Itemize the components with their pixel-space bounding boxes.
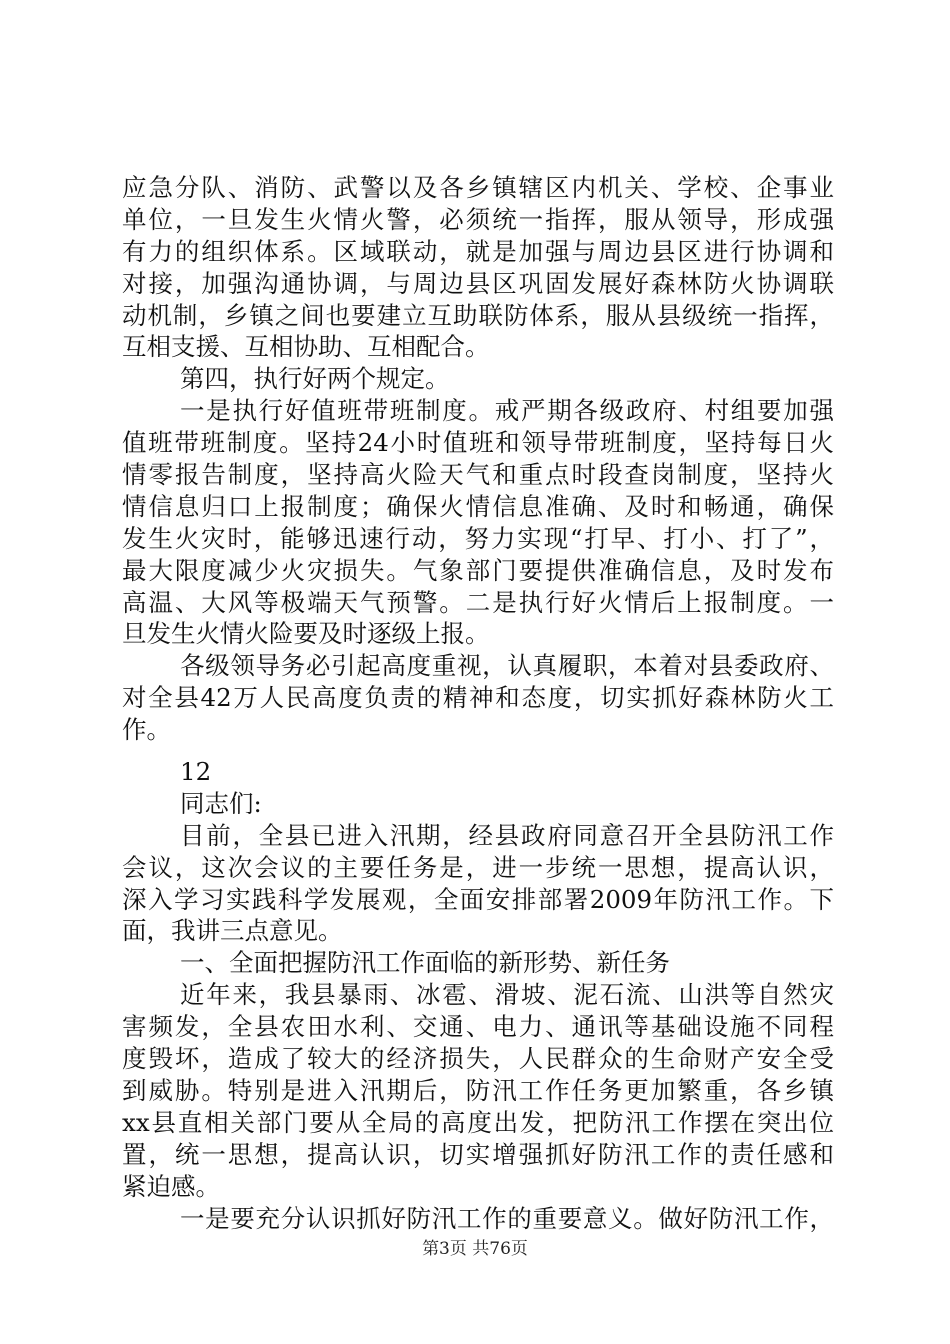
text-line: 各级领导务必引起高度重视，认真履职，本着对县委政府、 [180, 651, 834, 681]
text-line: 度毁坏，造成了较大的经济损失，人民群众的生命财产安全受 [122, 1044, 834, 1074]
text-line: 高温、大风等极端天气预警。二是执行好火情后上报制度。一 [122, 587, 834, 617]
text-line: 深入学习实践科学发展观，全面安排部署2009年防汛工作。下 [122, 884, 834, 914]
text-line: 置，统一思想，提高认识，切实增强抓好防汛工作的责任感和 [122, 1139, 834, 1169]
page-footer: 第3页 共76页 [422, 1239, 528, 1259]
document-body [122, 172, 834, 1234]
text-line: 最大限度减少火灾损失。气象部门要提供准确信息，及时发布 [122, 555, 834, 585]
text-line: 单位，一旦发生火情火警，必须统一指挥，服从领导，形成强 [122, 204, 834, 234]
text-line: 情零报告制度，坚持高火险天气和重点时段查岗制度，坚持火 [122, 460, 834, 490]
paragraph-heading: 第四，执行好两个规定。 [180, 364, 450, 394]
text-line: 作。 [122, 715, 171, 745]
text-line: 发生火灾时，能够迅速行动，努力实现“打早、打小、打了”， [122, 523, 834, 553]
text-line: 值班带班制度。坚持24小时值班和领导带班制度，坚持每日火 [122, 428, 834, 458]
text-line: 近年来，我县暴雨、冰雹、滑坡、泥石流、山洪等自然灾 [180, 980, 834, 1010]
section-heading: 一、全面把握防汛工作面临的新形势、新任务 [180, 948, 670, 978]
text-line: 对全县42万人民高度负责的精神和态度，切实抓好森林防火工 [122, 683, 834, 713]
text-line: 对接，加强沟通协调，与周边县区巩固发展好森林防火协调联 [122, 268, 834, 298]
text-line: 旦发生火情火险要及时逐级上报。 [122, 619, 490, 649]
text-line: 一是执行好值班带班制度。戒严期各级政府、村组要加强 [180, 396, 834, 426]
text-line: 一是要充分认识抓好防汛工作的重要意义。做好防汛工作， [180, 1203, 834, 1233]
text-line: 应急分队、消防、武警以及各乡镇辖区内机关、学校、企事业 [122, 173, 834, 202]
text-line: 紧迫感。 [122, 1171, 220, 1201]
text-line: xx县直相关部门要从全局的高度出发，把防汛工作摆在突出位 [122, 1107, 834, 1137]
text-line: 会议，这次会议的主要任务是，进一步统一思想，提高认识， [122, 852, 834, 882]
text-line: 有力的组织体系。区域联动，就是加强与周边县区进行协调和 [122, 236, 834, 266]
text-line: 情信息归口上报制度；确保火情信息准确、及时和畅通，确保 [122, 491, 834, 521]
section-number: 12 [180, 757, 212, 787]
salutation: 同志们: [180, 788, 262, 818]
text-line: 害频发，全县农田水利、交通、电力、通讯等基础设施不同程 [122, 1012, 834, 1042]
text-line: 动机制，乡镇之间也要建立互助联防体系，服从县级统一指挥， [122, 300, 834, 330]
text-line: 到威胁。特别是进入汛期后，防汛工作任务更加繁重，各乡镇 [122, 1075, 834, 1105]
text-line: 面，我讲三点意见。 [122, 916, 343, 946]
text-line: 目前，全县已进入汛期，经县政府同意召开全县防汛工作 [180, 820, 834, 850]
spacer [122, 746, 834, 756]
text-line: 互相支援、互相协助、互相配合。 [122, 332, 490, 362]
